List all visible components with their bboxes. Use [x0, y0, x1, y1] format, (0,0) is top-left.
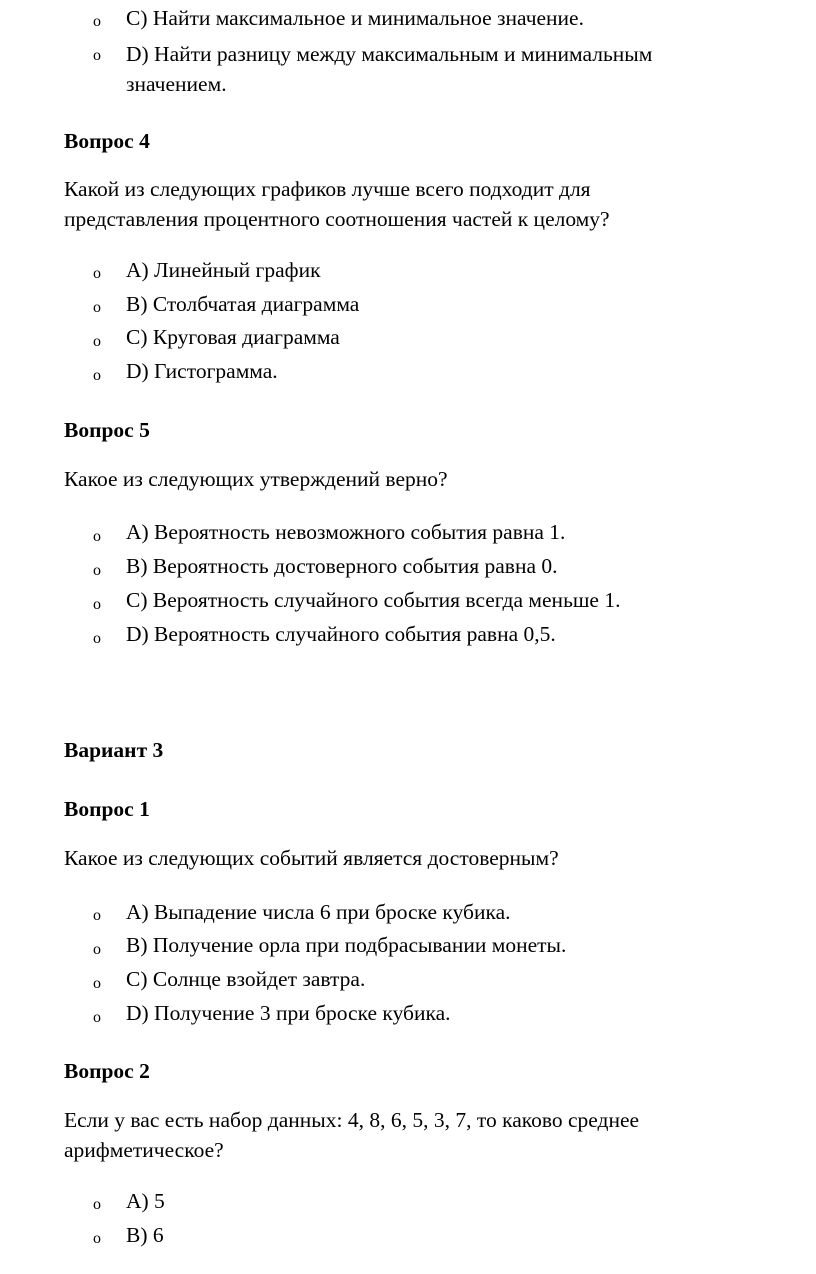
list-bullet: o: [93, 299, 101, 316]
variant-3-question-1-text: Какое из следующих событий является достоверным?: [64, 846, 559, 870]
question-5-option-b: B) Вероятность достоверного события равна 0.: [126, 554, 558, 578]
variant-3-question-1-option-c: C) Солнце взойдет завтра.: [126, 967, 366, 991]
variant-3-question-2-option-b: B) 6: [126, 1223, 164, 1247]
list-bullet: o: [93, 367, 101, 384]
list-bullet: o: [93, 47, 101, 64]
question-4-option-a: A) Линейный график: [126, 258, 321, 282]
variant-3-question-2-text: Если у вас есть набор данных: 4, 8, 6, 5, 3, 7, то каково среднее арифметическое?: [64, 1108, 640, 1162]
list-bullet: o: [93, 975, 101, 992]
question-4-option-d: D) Гистограмма.: [126, 359, 278, 383]
variant-3-question-1-heading: Вопрос 1: [64, 797, 150, 821]
list-bullet: o: [93, 333, 101, 350]
list-bullet: o: [93, 528, 101, 545]
list-bullet: o: [93, 596, 101, 613]
question-4-option-c: C) Круговая диаграмма: [126, 325, 340, 349]
question-4-heading: Вопрос 4: [64, 129, 150, 153]
question-5-option-d: D) Вероятность случайного события равна 0,5.: [126, 622, 556, 646]
variant-3-heading: Вариант 3: [64, 738, 164, 762]
variant-3-question-1-option-d: D) Получение 3 при броске кубика.: [126, 1001, 451, 1025]
question-4-option-b: B) Столбчатая диаграмма: [126, 292, 360, 316]
variant-3-question-1-option-a: A) Выпадение числа 6 при броске кубика.: [126, 900, 511, 924]
list-bullet: o: [93, 1230, 101, 1247]
variant-3-question-2-heading: Вопрос 2: [64, 1059, 150, 1083]
question-5-option-c: C) Вероятность случайного события всегда меньше 1.: [126, 588, 621, 612]
question-5-text: Какое из следующих утверждений верно?: [64, 467, 448, 491]
answer-option-d: D) Найти разницу между максимальным и минимальным значением.: [126, 42, 653, 96]
variant-3-question-1-option-b: B) Получение орла при подбрасывании монеты.: [126, 933, 567, 957]
question-5-heading: Вопрос 5: [64, 418, 150, 442]
question-4-text: Какой из следующих графиков лучше всего подходит для представления процентного соотношения частей к целому?: [64, 177, 610, 231]
list-bullet: o: [93, 1009, 101, 1026]
list-bullet: o: [93, 1196, 101, 1213]
list-bullet: o: [93, 562, 101, 579]
list-bullet: o: [93, 13, 101, 30]
list-bullet: o: [93, 630, 101, 647]
variant-3-question-2-option-a: A) 5: [126, 1189, 165, 1213]
list-bullet: o: [93, 265, 101, 282]
list-bullet: o: [93, 907, 101, 924]
answer-option-c: C) Найти максимальное и минимальное значение.: [126, 6, 584, 30]
question-5-option-a: A) Вероятность невозможного события равна 1.: [126, 520, 566, 544]
list-bullet: o: [93, 941, 101, 958]
